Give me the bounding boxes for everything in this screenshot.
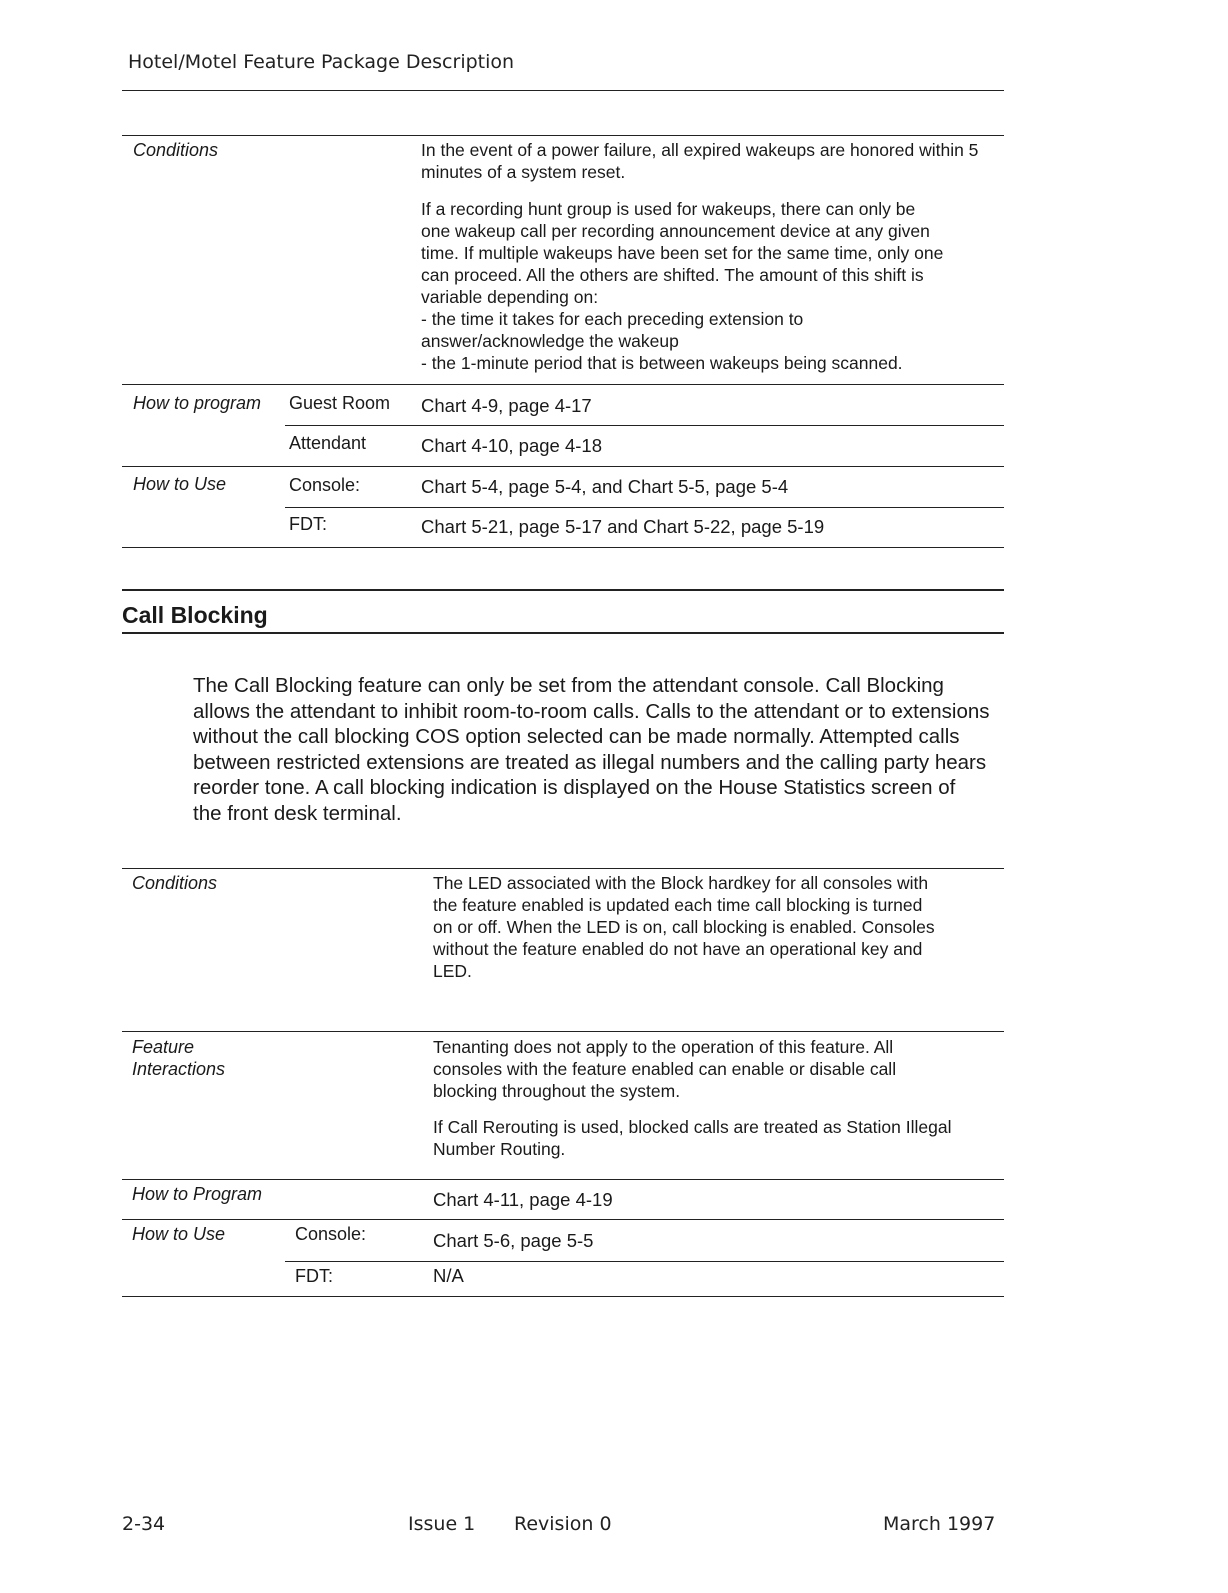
text-line: variable depending on: — [421, 287, 599, 307]
text-line: between restricted extensions are treated as illegal numbers and the calling party hears — [193, 750, 987, 774]
text-line: time. If multiple wakeups have been set for the same time, only one — [421, 243, 944, 263]
console-chart-ref: Chart 5-6, page 5-5 — [433, 1230, 594, 1251]
text-line: without the feature enabled do not have an operational key and — [433, 939, 923, 959]
revision-label: Revision 0 — [514, 1513, 612, 1535]
feature-interactions-text — [433, 1036, 998, 1160]
conditions-paragraph: In the event of a power failure, all expired wakeups are honored within 5 minutes of a system reset. — [421, 140, 979, 182]
text-line: LED. — [433, 961, 472, 981]
table-rule — [122, 135, 1004, 136]
text-line: without the call blocking COS option selected can be made normally. Attempted calls — [193, 725, 960, 748]
guest-room-chart-ref: Chart 4-9, page 4-17 — [421, 395, 592, 416]
table-rule — [122, 1296, 1004, 1297]
text-line: answer/acknowledge the wakeup — [421, 331, 679, 351]
text-line: one wakeup call per recording announcement device at any given — [421, 221, 930, 241]
text-line: the front desk terminal. — [193, 801, 402, 825]
conditions-label: Conditions — [133, 140, 219, 160]
feature-interactions-label: Feature Interactions — [132, 1037, 226, 1079]
table-rule — [122, 466, 1004, 467]
section-rule — [122, 632, 1004, 634]
how-to-use-label: How to Use — [132, 1224, 226, 1244]
table-rule — [122, 868, 1004, 869]
text-line: Tenanting does not apply to the operation of this feature. All — [433, 1037, 894, 1057]
how-to-use-label: How to Use — [133, 474, 227, 494]
table-rule — [285, 1261, 1004, 1262]
fdt-label: FDT: — [295, 1266, 333, 1286]
table-rule — [122, 384, 1004, 385]
text-line: - the time it takes for each preceding extension to — [421, 309, 804, 329]
page-header-title: Hotel/Motel Feature Package Description — [128, 51, 515, 73]
page-number: 2-34 — [122, 1513, 166, 1535]
text-line: consoles with the feature enabled can enable or disable call — [433, 1059, 897, 1079]
call-blocking-description — [193, 673, 1023, 826]
table-rule — [122, 1031, 1004, 1032]
how-to-program-label: How to Program — [132, 1184, 263, 1204]
attendant-label: Attendant — [289, 433, 367, 453]
text-line: If Call Rerouting is used, blocked calls are treated as Station Illegal — [433, 1117, 952, 1137]
console-label: Console: — [289, 475, 361, 495]
table-rule — [122, 547, 1004, 548]
text-line: blocking throughout the system. — [433, 1081, 681, 1101]
conditions-text — [421, 139, 991, 374]
text-line: - the 1-minute period that is between wakeups being scanned. — [421, 353, 903, 373]
how-to-program-label: How to program — [133, 393, 262, 413]
program-chart-ref: Chart 4-11, page 4-19 — [433, 1189, 613, 1210]
fdt-value: N/A — [433, 1265, 464, 1286]
text-line: If a recording hunt group is used for wakeups, there can only be — [421, 199, 916, 219]
console-label: Console: — [295, 1224, 367, 1244]
text-line: The Call Blocking feature can only be set from the attendant console. Call Blocking — [193, 674, 944, 697]
conditions-text — [433, 872, 993, 982]
text-line: allows the attendant to inhibit room-to-room calls. Calls to the attendant or to extensions — [193, 699, 990, 723]
attendant-chart-ref: Chart 4-10, page 4-18 — [421, 435, 603, 456]
publication-date: March 1997 — [883, 1513, 996, 1535]
section-rule — [122, 589, 1004, 591]
text-line: on or off. When the LED is on, call blocking is enabled. Consoles — [433, 917, 935, 937]
fdt-chart-ref: Chart 5-21, page 5-17 and Chart 5-22, page 5-19 — [421, 516, 825, 537]
text-line: the feature enabled is updated each time call blocking is turned — [433, 895, 923, 915]
table-rule — [285, 507, 1004, 508]
table-rule — [122, 1219, 1004, 1220]
text-line: The LED associated with the Block hardkey for all consoles with — [433, 873, 929, 893]
issue-label: Issue 1 — [408, 1513, 476, 1535]
header-rule — [122, 90, 1004, 91]
guest-room-label: Guest Room — [289, 393, 391, 413]
section-heading: Call Blocking — [122, 602, 268, 628]
text-line: can proceed. All the others are shifted. The amount of this shift is — [421, 265, 924, 285]
fdt-label: FDT: — [289, 514, 327, 534]
text-line: Number Routing. — [433, 1139, 566, 1159]
table-rule — [285, 425, 1004, 426]
table-rule — [122, 1179, 1004, 1180]
text-line: reorder tone. A call blocking indication is displayed on the House Statistics screen of — [193, 776, 956, 799]
conditions-label: Conditions — [132, 873, 218, 893]
console-chart-ref: Chart 5-4, page 5-4, and Chart 5-5, page 5-4 — [421, 476, 789, 497]
